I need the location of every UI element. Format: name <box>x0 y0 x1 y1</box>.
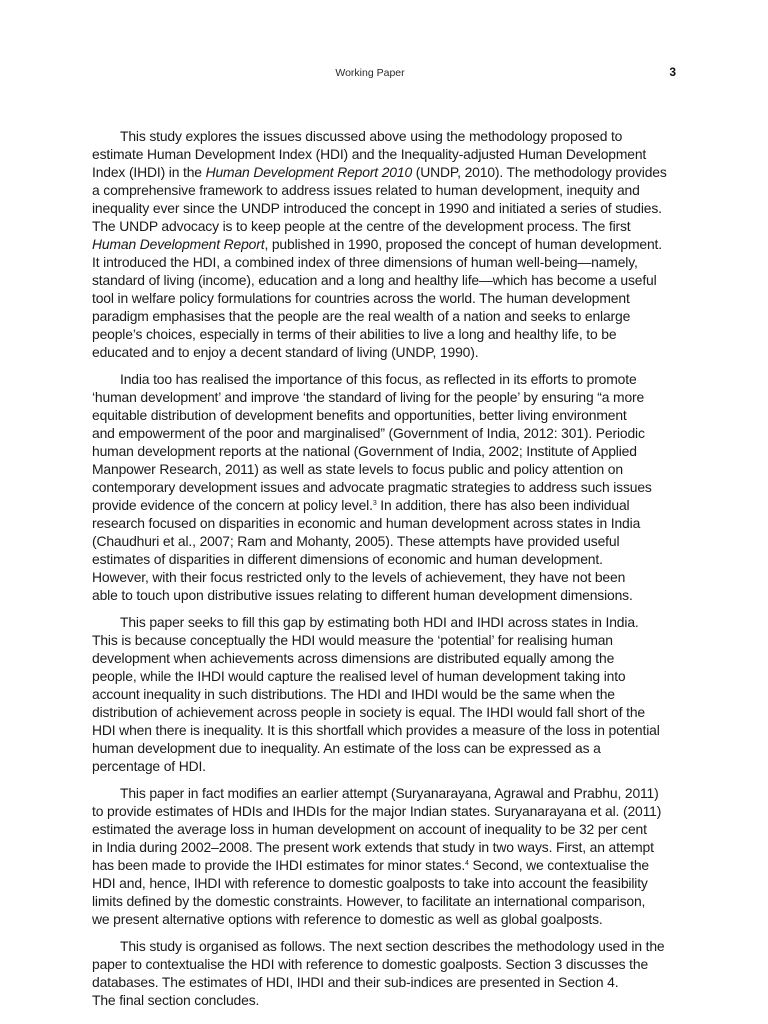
running-title: Working Paper <box>335 67 405 79</box>
text-line <box>92 145 678 163</box>
text-line <box>92 838 678 856</box>
text-line <box>92 271 678 289</box>
text-line <box>92 856 678 874</box>
text-run: The UNDP advocacy is to keep people at the centre of the development process. The first <box>92 218 631 234</box>
text-run: equitable distribution of development benefits and opportunities, better living environment <box>92 407 627 423</box>
text-run: a comprehensive framework to address issues related to human development, inequity and <box>92 182 640 198</box>
paragraph <box>92 937 678 1009</box>
text-line <box>92 532 678 550</box>
text-run: paper to contextualise the HDI with reference to domestic goalposts. Section 3 discusses the <box>92 956 649 972</box>
text-run: standard of living (income), education and a long and healthy life—which has become a useful <box>92 272 657 288</box>
text-run: people’s choices, especially in terms of their abilities to live a long and healthy life, to be <box>92 326 617 342</box>
text-run: Index (IHDI) in the <box>92 164 206 180</box>
text-run: has been made to provide the IHDI estimates for minor states. <box>92 857 466 873</box>
text-line <box>92 721 678 739</box>
text-line <box>92 874 678 892</box>
text-line <box>92 649 678 667</box>
text-run: inequality ever since the UNDP introduced the concept in 1990 and initiated a series of studies. <box>92 200 662 216</box>
text-run: HDI when there is inequality. It is this shortfall which provides a measure of the loss in potential <box>92 722 660 738</box>
text-line <box>92 424 678 442</box>
text-line <box>92 388 678 406</box>
text-run: and empowerment of the poor and marginalised” (Government of India, 2012: 301). Periodic <box>92 425 645 441</box>
italic-title: Human Development Report <box>92 236 265 252</box>
text-run: , published in 1990, proposed the concept of human development. <box>264 236 662 252</box>
text-line <box>92 685 678 703</box>
text-line <box>92 820 678 838</box>
text-line <box>92 937 678 955</box>
text-run: India too has realised the importance of this focus, as reflected in its efforts to promote <box>120 371 637 387</box>
text-run: development when achievements across dimensions are distributed equally among the <box>92 650 615 666</box>
text-run: It introduced the HDI, a combined index of three dimensions of human well-being—namely, <box>92 254 638 270</box>
text-run: This paper in fact modifies an earlier attempt (Suryanarayana, Agrawal and Prabhu, 2011) <box>120 785 659 801</box>
text-run: limits defined by the domestic constraints. However, to facilitate an international comparison, <box>92 893 646 909</box>
text-run: ‘human development’ and improve ‘the standard of living for the people’ by ensuring “a more <box>92 389 645 405</box>
text-run: provide evidence of the concern at policy level. <box>92 497 373 513</box>
text-line <box>92 307 678 325</box>
text-line <box>92 370 678 388</box>
text-line <box>92 892 678 910</box>
text-line <box>92 442 678 460</box>
paragraph <box>92 370 678 604</box>
text-line <box>92 496 678 514</box>
body-text <box>92 127 678 1018</box>
text-run: human development due to inequality. An estimate of the loss can be expressed as a <box>92 740 601 756</box>
text-run: tool in welfare policy formulations for countries across the world. The human development <box>92 290 630 306</box>
text-run: (Chaudhuri et al., 2007; Ram and Mohanty, 2005). These attempts have provided useful <box>92 533 620 549</box>
text-line <box>92 703 678 721</box>
text-run: research focused on disparities in economic and human development across states in India <box>92 515 641 531</box>
text-run: human development reports at the national (Government of India, 2002; Institute of Applied <box>92 443 637 459</box>
page-number: 3 <box>669 65 676 79</box>
text-line <box>92 343 678 361</box>
italic-title: Human Development Report 2010 <box>205 164 413 180</box>
text-line <box>92 325 678 343</box>
text-line <box>92 514 678 532</box>
footnote-marker: 3 <box>372 500 377 507</box>
text-run: estimated the average loss in human development on account of inequality to be 32 per cent <box>92 821 647 837</box>
text-line <box>92 181 678 199</box>
running-header <box>0 66 768 82</box>
text-line <box>92 568 678 586</box>
text-run: HDI and, hence, IHDI with reference to domestic goalposts to take into account the feasibility <box>92 875 648 891</box>
text-run: The final section concludes. <box>92 992 260 1008</box>
text-line <box>92 217 678 235</box>
text-run: This study explores the issues discussed above using the methodology proposed to <box>120 128 623 144</box>
text-run: we present alternative options with reference to domestic as well as global goalposts. <box>92 911 603 927</box>
text-run: databases. The estimates of HDI, IHDI and their sub-indices are presented in Section 4. <box>92 974 619 990</box>
text-line <box>92 910 678 928</box>
text-line <box>92 613 678 631</box>
text-run: distribution of achievement across people in society is equal. The IHDI would fall short of the <box>92 704 645 720</box>
text-line <box>92 784 678 802</box>
text-run: to provide estimates of HDIs and IHDIs for the major Indian states. Suryanarayana et al. (2011) <box>92 803 662 819</box>
text-run: paradigm emphasises that the people are the real wealth of a nation and seeks to enlarge <box>92 308 631 324</box>
text-run: estimate Human Development Index (HDI) and the Inequality-adjusted Human Development <box>92 146 647 162</box>
text-run: (UNDP, 2010). The methodology provides <box>412 164 667 180</box>
text-run: estimates of disparities in different dimensions of economic and human development. <box>92 551 603 567</box>
text-line <box>92 478 678 496</box>
text-run: in India during 2002–2008. The present work extends that study in two ways. First, an attempt <box>92 839 654 855</box>
text-run: able to touch upon distributive issues relating to different human development dimensions. <box>92 587 633 603</box>
text-run: educated and to enjoy a decent standard of living (UNDP, 1990). <box>92 344 479 360</box>
text-line <box>92 163 678 181</box>
text-line <box>92 235 678 253</box>
text-line <box>92 289 678 307</box>
text-line <box>92 253 678 271</box>
text-line <box>92 667 678 685</box>
paragraph <box>92 613 678 775</box>
text-line <box>92 739 678 757</box>
text-run: percentage of HDI. <box>92 758 206 774</box>
text-run: This is because conceptually the HDI would measure the ‘potential’ for realising human <box>92 632 613 648</box>
text-line <box>92 991 678 1009</box>
text-run: Manpower Research, 2011) as well as state levels to focus public and policy attention on <box>92 461 623 477</box>
text-line <box>92 550 678 568</box>
text-run: people, while the IHDI would capture the realised level of human development taking into <box>92 668 626 684</box>
text-line <box>92 460 678 478</box>
text-line <box>92 586 678 604</box>
text-line <box>92 406 678 424</box>
text-run: This study is organised as follows. The next section describes the methodology used in the <box>120 938 665 954</box>
text-run: Second, we contextualise the <box>468 857 649 873</box>
footnote-marker: 4 <box>465 860 469 867</box>
paragraph <box>92 127 678 361</box>
text-line <box>92 955 678 973</box>
text-line <box>92 631 678 649</box>
paragraph <box>92 784 678 928</box>
text-run: account inequality in such distributions. The HDI and IHDI would be the same when the <box>92 686 615 702</box>
text-run: However, with their focus restricted only to the levels of achievement, they have not been <box>92 569 626 585</box>
text-line <box>92 757 678 775</box>
text-line <box>92 802 678 820</box>
text-line <box>92 199 678 217</box>
text-line <box>92 973 678 991</box>
text-run: This paper seeks to fill this gap by estimating both HDI and IHDI across states in India. <box>120 614 639 630</box>
text-run: In addition, there has also been individual <box>376 497 630 513</box>
text-run: contemporary development issues and advocate pragmatic strategies to address such issues <box>92 479 652 495</box>
text-line <box>92 127 678 145</box>
